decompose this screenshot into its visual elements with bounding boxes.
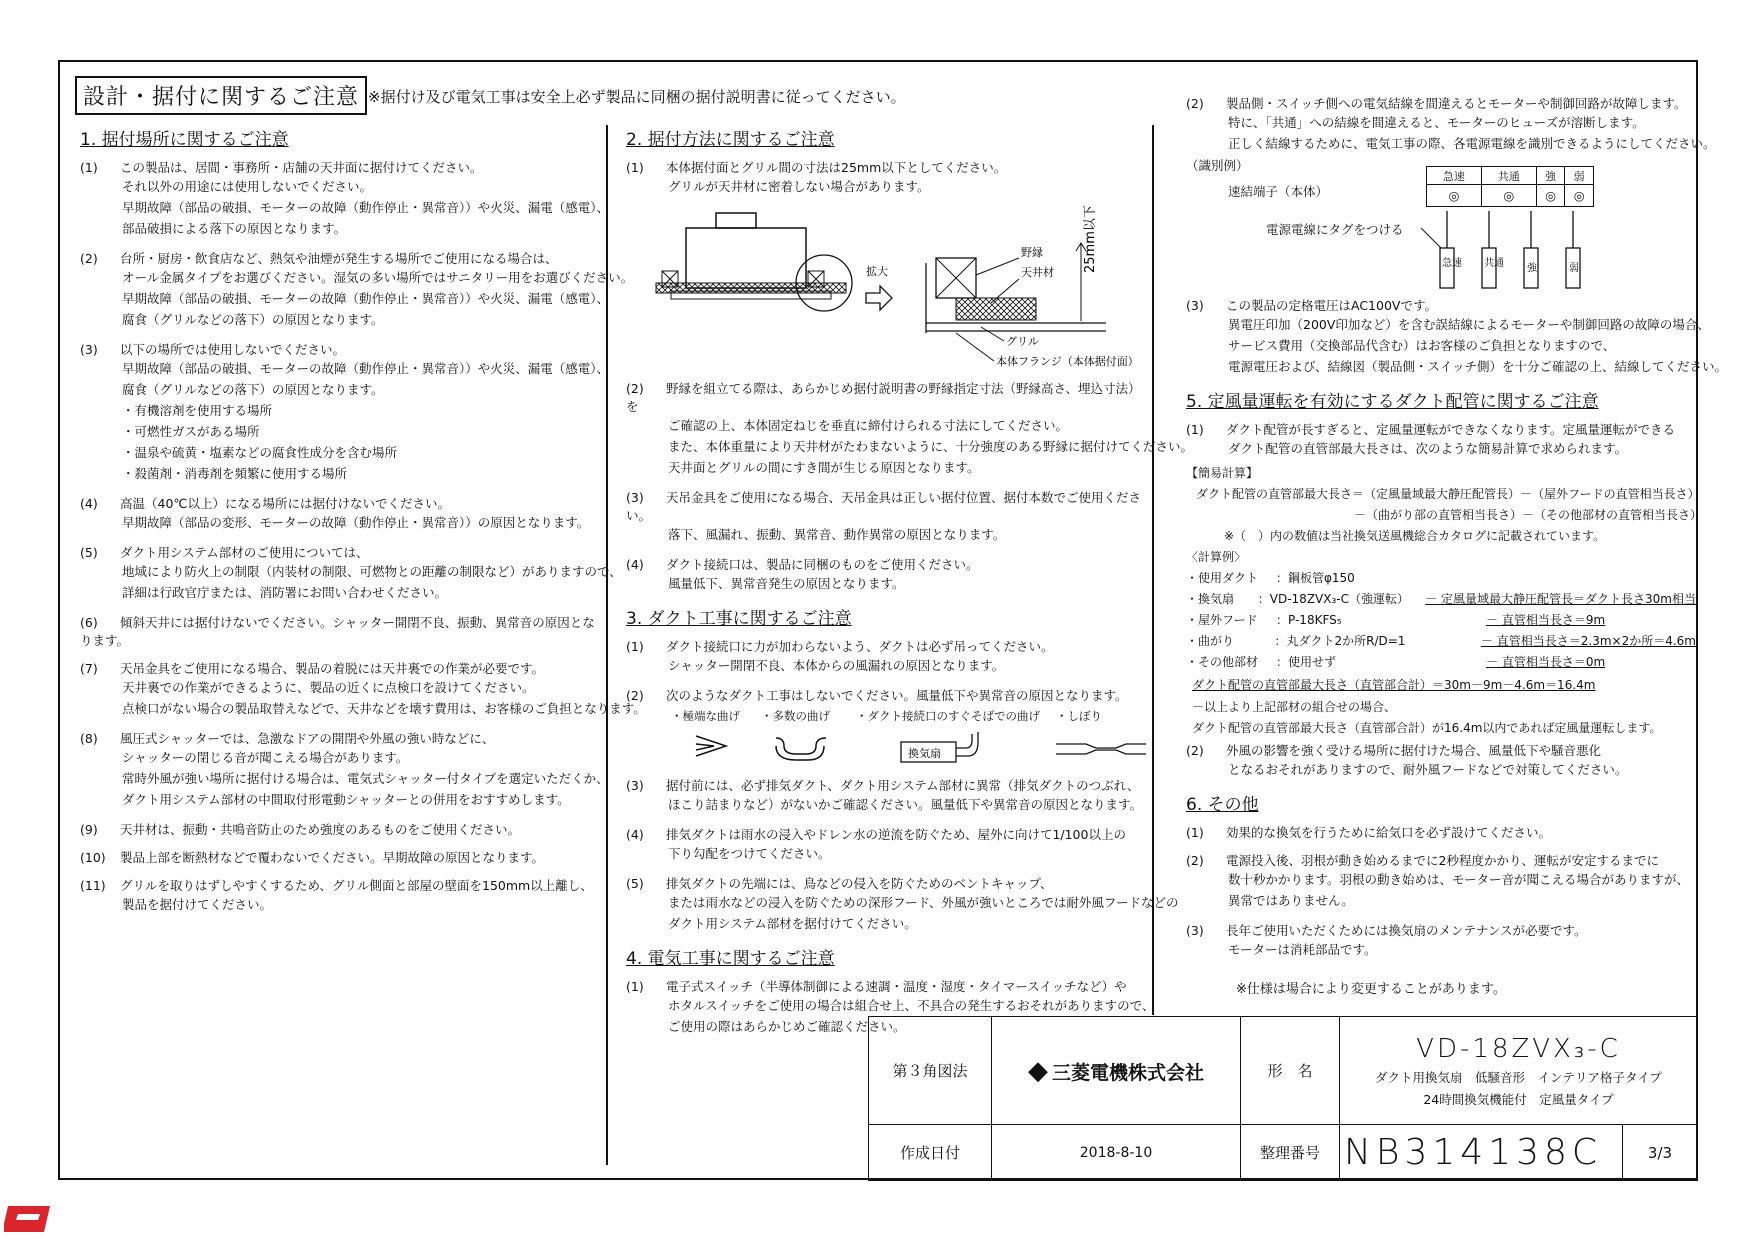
section-installation-method: [626, 125, 1194, 1047]
item-number: (2): [626, 381, 644, 396]
company-name: 三菱電機株式会社: [1051, 1061, 1204, 1084]
item-text: 地域により防火上の制限（内装材の制限、可燃物との距離の制限など）がありますので、: [122, 564, 622, 579]
item-text: ダクト配管が長すぎると、定風量運転ができなくなります。定風量運転ができる: [1226, 422, 1676, 437]
terminal-name: 共通: [1481, 167, 1536, 185]
simple-calc-block: [1186, 463, 1703, 739]
item-number: (1): [626, 160, 644, 175]
calc-cell: － 直管相当長さ＝0m: [1486, 655, 1606, 669]
list-item: [80, 848, 600, 866]
label-grill: グリル: [1006, 335, 1039, 348]
item-text: 天井面とグリルの間にすき間が生じる原因となります。: [668, 460, 980, 475]
list-item: [80, 494, 600, 533]
tag-text: 共通: [1484, 258, 1504, 269]
calc-row: [1186, 568, 1696, 589]
item-text: となるおそれがありますので、耐外風フードなどで対策してください。: [1228, 762, 1628, 777]
item-text: または雨水などの浸入を防ぐための深形フード、外風が強いところでは耐外風フードなどの: [668, 895, 1179, 910]
duct-fan-label: 換気扇: [908, 747, 941, 760]
item-text: 早期故障（部品の変形、モーターの故障（動作停止・異常音））の原因となります。: [122, 515, 590, 530]
item-text: 長年ご使用いただくためには換気扇のメンテナンスが必要です。: [1226, 923, 1587, 938]
terminal-screw-icon: ◎: [1536, 185, 1565, 207]
tag-text: 弱: [1569, 263, 1579, 274]
item-text: 点検口がない場合の製品取替えなどで、天井などを壊す費用は、お客様のご負担となります。: [122, 701, 646, 716]
item-text: オール金属タイプをお選びください。湿気の多い場所ではサニタリー用をお選びください。: [122, 270, 634, 285]
item-text: ダクト接続口は、製品に同梱のものをご使用ください。: [666, 557, 979, 572]
item-text: 特に、「共通」への結線を間違えると、モーターのヒューズが溶断します。: [1228, 115, 1645, 130]
item-list: [626, 637, 1146, 704]
item-text: 下り勾配をつけてください。: [668, 846, 831, 861]
label-enlarge: 拡大: [866, 265, 888, 278]
item-number: (3): [1186, 298, 1204, 313]
item-text: それ以外の用途には使用しないでください。: [122, 179, 373, 194]
item-number: (6): [80, 615, 98, 630]
list-item: [1186, 823, 1696, 841]
duct-label-sharp-bend: ・極端な曲げ: [671, 709, 740, 723]
terminal-name: 弱: [1565, 167, 1594, 185]
item-text: 早期故障（部品の破損、モーターの故障（動作停止・異常音））や火災、漏電（感電）、: [122, 291, 610, 306]
item-text: 本体据付面とグリル間の寸法は25mm以下としてください。: [666, 160, 1007, 175]
item-text: サービス費用（交換部品代含む）はお客様のご負担となりますので、: [1228, 338, 1616, 353]
spec-note: ※仕様は場合により変更することがあります。: [1236, 982, 1506, 997]
item-list: [626, 158, 1146, 197]
item-text: 高温（40℃以上）になる場所には据付けないでください。: [120, 496, 450, 511]
duct-label-near-bend: ・ダクト接続口のすぐそばでの曲げ: [856, 709, 1040, 723]
item-number: (8): [80, 731, 98, 746]
calc-row: [1186, 631, 1696, 652]
calc-row: [1186, 589, 1696, 610]
item-text: モーターは消耗部品です。: [1228, 942, 1377, 957]
list-item: [626, 158, 1146, 197]
item-text: 以下の場所では使用しないでください。: [120, 342, 346, 357]
wiring-example: [1186, 156, 1696, 296]
item-text: 排気ダクトは雨水の浸入やドレン水の逆流を防ぐため、屋外に向けて1/100以上の: [666, 827, 1126, 842]
label-ceiling: 天井材: [1021, 266, 1054, 279]
calc-row: [1186, 652, 1696, 673]
installation-diagram: [626, 203, 1146, 373]
calc-cell: ・換気扇: [1186, 592, 1235, 606]
list-item: [1186, 741, 1696, 780]
item-text: ダクト用システム部材を据付けてください。: [668, 916, 917, 931]
model-desc: 24時間換気機能付 定風量タイプ: [1423, 1091, 1614, 1107]
calc-cell: ：鋼板管φ150: [1276, 571, 1355, 585]
item-number: (3): [626, 490, 644, 505]
label-dimension: 25mm以下: [1083, 205, 1098, 273]
item-number: (7): [80, 661, 98, 676]
item-text: 落下、風漏れ、振動、異常音、動作異常の原因となります。: [668, 527, 1006, 542]
wire-tags-diagram: [1186, 156, 1706, 296]
item-text: 正しく結線するために、電気工事の際、各電源電線を識別できるようにしてください。: [1228, 136, 1716, 151]
item-text: シャッターの閉じる音が聞こえる場合があります。: [122, 750, 409, 765]
item-number: (10): [80, 850, 106, 865]
list-item: [626, 825, 1146, 864]
list-item: [80, 340, 610, 484]
terminal-screw-icon: ◎: [1565, 185, 1594, 207]
list-item: [626, 379, 1194, 478]
item-text: ダクト接続口に力が加わらないよう、ダクトは必ず吊ってください。: [666, 639, 1054, 654]
company-cell: [992, 1017, 1241, 1125]
corner-logo-icon: [4, 1202, 54, 1236]
item-text: 製品上部を断熱材などで覆わないでください。早期故障の原因となります。: [120, 850, 545, 865]
calc-cell: ：丸ダクト2か所R/D=1: [1274, 634, 1406, 648]
item-number: (5): [626, 876, 644, 891]
list-item: [1186, 296, 1728, 377]
item-text: 次のようなダクト工事はしないでください。風量低下や異常音の原因となります。: [666, 688, 1128, 703]
item-text: ご確認の上、本体固定ねじを垂直に締付けられる寸法にしてください。: [668, 418, 1069, 433]
list-item: [626, 637, 1146, 676]
ref-label: 整理番号: [1241, 1125, 1340, 1181]
calc-result: ダクト配管の直管部最大長さ（直管部合計）＝30m－9m－4.6m＝16.4m: [1192, 678, 1596, 692]
list-item: [1186, 94, 1716, 154]
item-text: また、本体重量により天井材がたわまないように、十分強度のある野縁に据付けてください。: [668, 439, 1194, 454]
page-number: 3/3: [1623, 1125, 1698, 1181]
mitsubishi-logo-icon: ◆: [1028, 1055, 1048, 1086]
page-title: 設計・据付に関するご注意: [75, 76, 367, 115]
item-number: (3): [1186, 923, 1204, 938]
model-number: VD-18ZVX₃-C: [1416, 1033, 1621, 1064]
title-block: [868, 1016, 1698, 1181]
label-joist: 野縁: [1021, 246, 1043, 259]
tag-text: 急速: [1442, 258, 1462, 269]
section-heading: 3. ダクト工事に関するご注意: [626, 609, 852, 629]
list-item: [80, 876, 600, 915]
list-item: [80, 659, 646, 719]
list-item: [626, 555, 1146, 594]
item-text: 野縁を組立てる際は、あらかじめ据付説明書の野縁指定寸法（野縁高さ、埋込寸法）を: [626, 381, 1141, 414]
item-number: (1): [626, 639, 644, 654]
section-heading: 5. 定風量運転を有効にするダクト配管に関するご注意: [1186, 392, 1599, 412]
item-list: [1186, 420, 1696, 459]
item-text: 排気ダクトの先端には、鳥などの侵入を防ぐためのベントキャップ、: [666, 876, 1053, 891]
label-flange: 本体フランジ（本体据付面）: [996, 355, 1139, 368]
section-right-column: [1186, 94, 1728, 997]
list-item: [80, 820, 600, 838]
ref-number: NB314138C: [1340, 1125, 1623, 1181]
calc-cell: － 直管相当長さ＝2.3m×2か所＝4.6m: [1480, 634, 1696, 648]
section-heading: 4. 電気工事に関するご注意: [626, 949, 835, 969]
item-text: 数十秒かかります。羽根の動き始めは、モーター音が聞こえる場合がありますが、: [1228, 872, 1690, 887]
tag-label: 電源電線にタグをつける: [1266, 222, 1404, 237]
item-text: 外風の影響を強く受ける場所に据付けた場合、風量低下や騒音悪化: [1226, 743, 1602, 758]
projection-method: 第３角図法: [869, 1017, 992, 1125]
calc-cell: ・屋外フード: [1186, 613, 1258, 627]
model-label: 形 名: [1241, 1017, 1340, 1125]
model-desc: ダクト用換気扇 低騒音形 インテリア格子タイプ: [1375, 1069, 1662, 1085]
item-list: [1186, 823, 1696, 960]
item-list: [1186, 94, 1716, 154]
item-list: [1186, 296, 1728, 377]
item-text: ・有機溶剤を使用する場所: [122, 403, 273, 418]
item-text: 常時外風が強い場所に据付ける場合は、電気式シャッター付タイプを選定いただくか、: [122, 771, 609, 786]
model-cell: [1340, 1017, 1698, 1125]
duct-label-many-bends: ・多数の曲げ: [761, 709, 830, 723]
calc-cell: ：VD-18ZVX₃-C（強運転）: [1257, 592, 1409, 606]
list-item: [626, 686, 1146, 704]
calc-cell: ：P-18KFS₅: [1276, 613, 1342, 627]
item-text: ・殺菌剤・消毒剤を頻繁に使用する場所: [122, 466, 348, 481]
calc-cell: － 直管相当長さ＝9m: [1486, 613, 1606, 627]
item-text: 部品破損による落下の原因となります。: [122, 221, 347, 236]
item-number: (3): [626, 778, 644, 793]
item-text: ・温泉や硫黄・塩素などの腐食性成分を含む場所: [122, 445, 398, 460]
item-text: グリルを取りはずしやすくするため、グリル側面と部屋の壁面を150mm以上離し、: [120, 878, 593, 893]
item-text: 天井裏での作業ができるように、製品の近くに点検口を設けてください。: [122, 680, 535, 695]
item-text: ほこり詰まりなど）がないかご確認ください。風量低下や異常音の原因となります。: [668, 797, 1143, 812]
calc-conclusion: －以上より上記部材の組合せの場合、: [1192, 700, 1397, 714]
formula-note: ※（ ）内の数値は当社換気送風機総合カタログに記載されています。: [1224, 529, 1606, 543]
item-list: [1186, 741, 1696, 780]
duct-label-squeeze: ・しぼり: [1056, 709, 1102, 723]
item-text: この製品の定格電圧はAC100Vです。: [1226, 298, 1437, 313]
calc-cell: － 定風量域最大静圧配管長＝ダクト長さ30m相当: [1425, 592, 1696, 606]
tag-text: 強: [1527, 263, 1537, 274]
item-text: ダクト用システム部材の中間取付形電動シャッターとの併用をおすすめします。: [122, 792, 570, 807]
item-text: 異電圧印加（200V印加など）を含む誤結線によるモーターや制御回路の故障の場合、: [1228, 317, 1710, 332]
item-number: (1): [1186, 825, 1204, 840]
simple-calc-label: 【簡易計算】: [1186, 466, 1259, 480]
item-text: 製品側・スイッチ側への電気結線を間違えるとモーターや制御回路が故障します。: [1226, 96, 1687, 111]
item-text: シャッター開閉不良、本体からの風漏れの原因となります。: [668, 658, 1005, 673]
item-text: 電源電圧および、結線図（製品側・スイッチ側）を十分ご確認の上、結線してください。: [1228, 359, 1728, 374]
list-item: [1186, 851, 1696, 911]
item-list: [80, 158, 646, 915]
unit-body: [686, 228, 806, 288]
item-text: この製品は、居間・事務所・店舗の天井面に据付けてください。: [120, 160, 483, 175]
list-item: [1186, 420, 1696, 459]
calc-rows: [1186, 568, 1696, 673]
formula-line: ダクト配管の直管部最大長さ＝（定風量域最大静圧配管長）－（屋外フードの直管相当長さ）: [1196, 487, 1700, 501]
list-item: [1186, 921, 1696, 960]
item-list: [626, 776, 1179, 934]
installation-note: ※据付け及び電気工事は安全上必ず製品に同梱の据付説明書に従ってください。: [368, 88, 906, 106]
item-text: グリルが天井材に密着しない場合があります。: [668, 179, 930, 194]
item-text: 天吊金具をご使用になる場合、天吊金具は正しい据付位置、据付本数でご使用ください。: [626, 490, 1142, 523]
terminal-label: 速結端子（本体）: [1228, 184, 1329, 199]
column-divider-2: [1152, 125, 1154, 1015]
item-number: (5): [80, 545, 98, 560]
section-installation-location: [80, 125, 646, 925]
duct-bad-diagrams: [626, 728, 1146, 768]
item-text: ご使用の際はあらかじめご確認ください。: [668, 1019, 906, 1034]
item-number: (4): [626, 557, 644, 572]
item-text: 傾斜天井には据付けないでください。シャッター開閉不良、振動、異常音の原因となります。: [80, 615, 595, 648]
item-text: 電子式スイッチ（半導体制御による速調・温度・湿度・タイマースイッチなど）や: [666, 979, 1127, 994]
calc-cell: ・曲がり: [1186, 634, 1235, 648]
item-number: (4): [80, 496, 98, 511]
list-item: [626, 776, 1146, 815]
date-value: 2018-8-10: [992, 1125, 1241, 1181]
calc-row: [1186, 610, 1696, 631]
item-text: ダクト用システム部材のご使用については、: [120, 545, 369, 560]
calc-cell: ：使用せず: [1276, 655, 1337, 669]
date-label: 作成日付: [869, 1125, 992, 1181]
item-number: (2): [80, 251, 98, 266]
arrow-right-icon: [866, 286, 892, 310]
terminal-screw-icon: ◎: [1427, 185, 1482, 207]
item-text: 製品を据付けてください。: [122, 897, 273, 912]
item-text: 台所・厨房・飲食店など、熱気や油煙が発生する場所でご使用になる場合は、: [120, 251, 558, 266]
terminal-name: 急速: [1427, 167, 1482, 185]
item-number: (11): [80, 878, 106, 893]
calc-cell: ・その他部材: [1186, 655, 1259, 669]
item-text: 腐食（グリルなどの落下）の原因となります。: [122, 312, 384, 327]
list-item: [80, 613, 600, 649]
formula-line: －（曲がり部の直管相当長さ）－（その他部材の直管相当長さ）: [1354, 508, 1703, 522]
item-number: (2): [1186, 743, 1204, 758]
item-number: (3): [80, 342, 98, 357]
item-number: (1): [80, 160, 98, 175]
section-heading: 6. その他: [1186, 795, 1259, 815]
list-item: [80, 543, 622, 603]
calc-example-label: 〈計算例〉: [1186, 550, 1247, 564]
list-item: [80, 729, 609, 810]
item-text: 天吊金具をご使用になる場合、製品の着脱には天井裏での作業が必要です。: [120, 661, 545, 676]
list-item: [626, 874, 1179, 934]
item-text: 腐食（グリルなどの落下）の原因となります。: [122, 382, 384, 397]
item-number: (2): [626, 688, 644, 703]
terminal-name: 強: [1536, 167, 1565, 185]
item-text: ・可燃性ガスがある場所: [122, 424, 260, 439]
duct-bad-examples: [626, 708, 1146, 770]
item-text: 風量低下、異常音発生の原因となります。: [668, 576, 905, 591]
ceiling-detail: [956, 298, 1036, 320]
item-text: 早期故障（部品の破損、モーターの故障（動作停止・異常音））や火災、漏電（感電）、: [122, 361, 610, 376]
item-text: 早期故障（部品の破損、モーターの故障（動作停止・異常音））や火災、漏電（感電）、: [122, 200, 610, 215]
item-text: 異常ではありません。: [1228, 893, 1354, 908]
calc-conclusion: ダクト配管の直管部最大長さ（直管部合計）が16.4m以内であれば定風量運転します。: [1192, 721, 1662, 735]
item-number: (1): [626, 979, 644, 994]
item-list: [626, 379, 1194, 594]
item-text: 据付前には、必ず排気ダクト、ダクト用システム部材に異常（排気ダクトのつぶれ、: [666, 778, 1140, 793]
identification-label: （識別例）: [1186, 158, 1249, 173]
item-text: ダクト配管の直管部最大長さは、次のような簡易計算で求められます。: [1228, 441, 1628, 456]
item-number: (2): [1186, 853, 1204, 868]
item-number: (1): [1186, 422, 1204, 437]
item-text: 効果的な換気を行うために給気口を必ず設けてください。: [1226, 825, 1552, 840]
item-text: 風圧式シャッターでは、急激なドアの開閉や外風の強い時などに、: [120, 731, 495, 746]
item-text: ホタルスイッチをご使用の場合は組合せ上、不具合の発生するおそれがありますので、: [668, 998, 1155, 1013]
calc-cell: ・使用ダクト: [1186, 571, 1259, 585]
item-number: (9): [80, 822, 98, 837]
section-heading: 2. 据付方法に関するご注意: [626, 130, 835, 150]
list-item: [80, 158, 610, 239]
item-number: (2): [1186, 96, 1204, 111]
item-text: 詳細は行政官庁または、消防署にお問い合わせください。: [122, 585, 448, 600]
item-text: 電源投入後、羽根が動き始めるまでに2秒程度かかり、運転が安定するまでに: [1226, 853, 1659, 868]
terminal-screw-icon: ◎: [1481, 185, 1536, 207]
item-text: 天井材は、振動・共鳴音防止のため強度のあるものをご使用ください。: [120, 822, 521, 837]
unit-connector: [716, 213, 756, 228]
list-item: [80, 249, 634, 330]
item-number: (4): [626, 827, 644, 842]
section-heading: 1. 据付場所に関するご注意: [80, 130, 289, 150]
list-item: [626, 488, 1146, 545]
